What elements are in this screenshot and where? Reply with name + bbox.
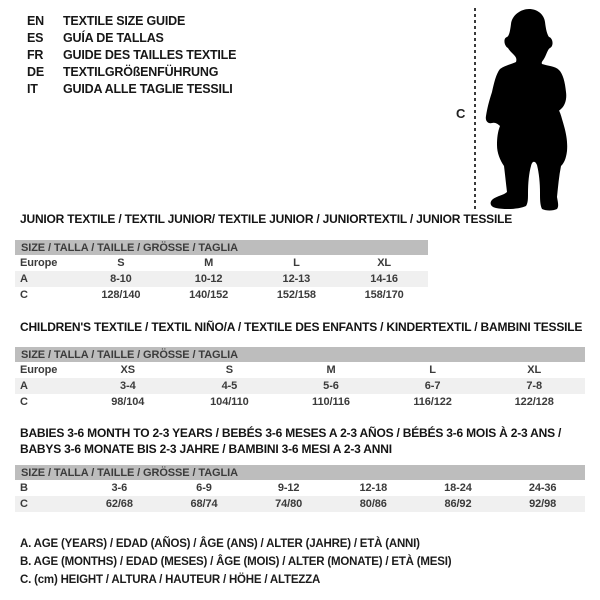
babies-size-table [15,465,585,512]
lang-code: EN [27,14,44,28]
table-row-age [15,271,428,287]
junior-size-table [15,240,428,303]
size-cell: 14-16 [340,271,428,287]
size-cell: 3-4 [77,378,179,394]
size-cell: 12-13 [253,271,341,287]
size-cell: 80/86 [331,496,416,512]
table-header-row [15,240,428,255]
size-cell: L [429,364,436,376]
size-cell: S [117,257,125,269]
table-row-height [15,394,585,410]
footnote-legend [20,535,451,589]
lang-code: FR [27,48,44,62]
height-measure-label: C [456,106,466,121]
height-measure-dashed-line [474,8,476,211]
size-cell: 128/140 [101,289,141,301]
size-cell: 4-5 [179,378,281,394]
lang-title: GUIDE DES TAILLES TEXTILE [63,48,237,62]
lang-row-de [27,64,236,81]
toddler-silhouette-image [484,6,588,212]
babies-table-title [20,425,561,457]
junior-table-title: JUNIOR TEXTILE / TEXTIL JUNIOR/ TEXTILE JUNIOR / JUNIORTEXTIL / JUNIOR TESSILE [20,212,513,226]
size-cell: 7-8 [483,378,585,394]
row-label: C [20,396,28,408]
row-label: Europe [20,257,58,269]
size-cell: L [293,257,300,269]
row-label: B [20,482,28,494]
table-row-age [15,378,585,394]
lang-row-en [27,13,236,30]
size-cell: XL [377,257,392,269]
size-cell: 12-18 [359,482,388,494]
size-cell: 140/152 [189,289,229,301]
children-table-title: CHILDREN'S TEXTILE / TEXTIL NIÑO/A / TEXTILE DES ENFANTS / KINDERTEXTIL / BAMBINI TESSILE [20,320,583,334]
table-row-height [15,287,428,303]
lang-title: TEXTILE SIZE GUIDE [63,14,186,28]
lang-row-fr [27,47,236,64]
children-size-table [15,347,585,410]
size-cell: 62/68 [77,496,162,512]
lang-title: TEXTILGRÖßENFÜHRUNG [63,65,219,79]
size-cell: 6-7 [382,378,484,394]
size-cell: 86/92 [416,496,501,512]
language-title-list [27,13,236,98]
table-row-months [15,480,585,496]
size-header-label: SIZE / TALLA / TAILLE / GRÖSSE / TAGLIA [15,347,585,362]
size-cell: 18-24 [444,482,472,494]
babies-title-line1: BABIES 3-6 MONTH TO 2-3 YEARS / BEBÉS 3-6 MESES A 2-3 AÑOS / BÉBÉS 3-6 MOIS À 2-3 ANS / [20,426,562,440]
table-row-europe [15,362,585,378]
row-label: C [20,289,28,301]
footnote-b: B. AGE (MONTHS) / EDAD (MESES) / ÂGE (MOIS) / ALTER (MONATE) / ETÀ (MESI) [20,556,452,568]
table-header-row [15,465,585,480]
size-cell: 158/170 [364,289,404,301]
footnote-a: A. AGE (YEARS) / EDAD (AÑOS) / ÂGE (ANS) / ALTER (JAHRE) / ETÀ (ANNI) [20,538,420,550]
size-cell: M [204,257,214,269]
size-cell: 68/74 [162,496,247,512]
size-cell: 9-12 [277,482,300,494]
size-cell: 6-9 [196,482,212,494]
size-cell: 92/98 [500,496,585,512]
size-cell: M [326,364,336,376]
size-cell: S [225,364,234,376]
lang-code: DE [27,65,44,79]
size-cell: 3-6 [111,482,128,494]
size-cell: 10-12 [165,271,253,287]
size-cell: 122/128 [514,396,554,408]
size-cell: 8-10 [77,271,165,287]
size-cell: 74/80 [246,496,331,512]
size-cell: 110/116 [312,396,350,408]
table-row-europe [15,255,428,271]
row-label: A [15,271,77,287]
size-cell: 152/158 [276,289,316,301]
size-cell: 116/122 [413,396,452,408]
size-header-label: SIZE / TALLA / TAILLE / GRÖSSE / TAGLIA [15,240,428,255]
size-cell: 104/110 [210,396,249,408]
lang-row-es [27,30,236,47]
footnote-c: C. (cm) HEIGHT / ALTURA / HAUTEUR / HÖHE / ALTEZZA [20,574,321,586]
babies-title-line2: BABYS 3-6 MONATE BIS 2-3 JAHRE / BAMBINI 3-6 MESI A 2-3 ANNI [20,442,392,456]
lang-code: ES [27,31,44,45]
size-cell: XS [120,364,136,376]
row-label: A [15,378,77,394]
row-label: Europe [20,364,58,376]
size-cell: 5-6 [280,378,382,394]
lang-code: IT [27,82,38,96]
lang-title: GUIDA ALLE TAGLIE TESSILI [63,82,233,96]
lang-row-it [27,81,236,98]
table-row-height [15,496,585,512]
size-cell: 98/104 [111,396,145,408]
size-cell: 24-36 [528,482,557,494]
size-header-label: SIZE / TALLA / TAILLE / GRÖSSE / TAGLIA [15,465,585,480]
lang-title: GUÍA DE TALLAS [63,31,164,45]
size-cell: XL [527,364,542,376]
table-header-row [15,347,585,362]
row-label: C [15,496,77,512]
